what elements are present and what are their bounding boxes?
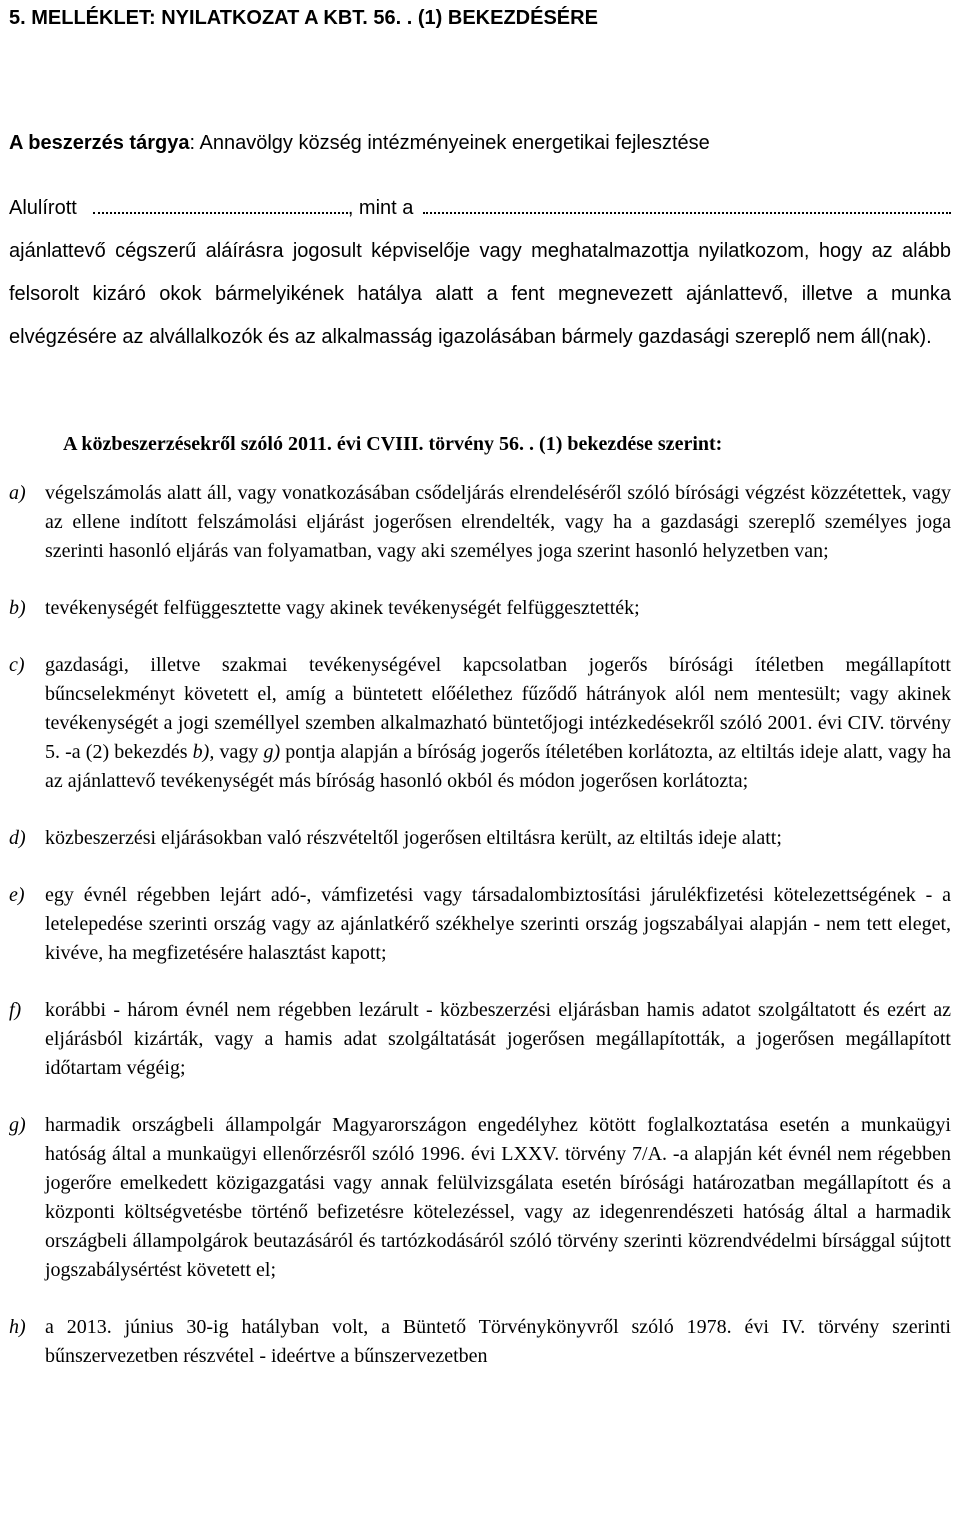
law-heading: A közbeszerzésekről szóló 2011. évi CVIII. törvény 56. . (1) bekezdése szerint: (63, 433, 723, 455)
item-text: egy évnél régebben lejárt adó-, vámfizetési vagy társadalombiztosítási járulékfizetési kötelezettségének - a letelepedése szerinti ország vagy az ajánlatkérő székhelye szerinti ország jogszabályai alapján - nem tett eleget, kivéve, ha megfizetésére halasztást kapott; (45, 884, 951, 964)
document-title: 5. MELLÉKLET: NYILATKOZAT A KBT. 56. . (1) BEKEZDÉSÉRE (9, 7, 598, 29)
item-text-italic: g) (263, 741, 281, 763)
list-item (9, 1111, 951, 1285)
item-text (45, 651, 951, 796)
list-item (9, 594, 951, 623)
declaration-body: ajánlattevő cégszerű aláírásra jogosult képviselője vagy meghatalmazottja nyilatkozom, hogy az alább felsorolt kizáró okok bármelyikének hatálya alatt a fent megnevezett ajánlattevő, illetve a munka elvégzésére az alvállalkozók és az alkalmasság igazolásában bármely gazdasági szereplő nem áll(nak). (9, 240, 951, 348)
item-letter: d) (9, 827, 26, 849)
signer-line (9, 187, 951, 230)
company-name-blank (423, 198, 951, 214)
item-letter: b) (9, 597, 26, 619)
item-text: korábbi - három évnél nem régebben lezárult - közbeszerzési eljárásban hamis adatot szolgáltatott és ezért az eljárásból kizárták, vagy a hamis adat szolgáltatását jogerősen megállapították, a jogerősen megállapított időtartam végéig; (45, 999, 951, 1079)
subject-colon: : (189, 132, 196, 154)
item-text: harmadik országbeli állampolgár Magyarországon engedélyhez kötött foglalkoztatása esetén a munkaügyi hatóság által a munkaügyi ellenőrzésről szóló 1996. évi LXXV. törvény 7/A. -a alapján két évnél nem régebben jogerőre emelkedett közigazgatási vagy annak felülvizsgálata esetén bírósági határozatban megállapított és a központi költségvetésbe történő befizetésre kötelezéssel, vagy az idegenrendészeti hatóság által a harmadik országbeli állampolgárok beutazásáról és tartózkodásáról szóló törvény szerinti közrendvédelmi bírsággal sújtott jogszabálysértést követett el; (45, 1114, 951, 1281)
item-letter: f) (9, 999, 22, 1021)
signer-name-blank (93, 198, 348, 214)
item-letter: h) (9, 1316, 26, 1338)
list-item (9, 651, 951, 796)
item-text: a 2013. június 30-ig hatályban volt, a Büntető Törvénykönyvről szóló 1978. évi IV. törvény szerinti bűnszervezetben részvétel - ideértve a bűnszervezetben (45, 1316, 951, 1367)
exclusion-grounds-list (9, 479, 951, 1371)
list-item (9, 479, 951, 566)
item-text-part: pontja alapján a bíróság jogerős ítéletében korlátozta, az eltiltás ideje alatt, vagy ha az ajánlattevő tevékenységét más bíróság hasonló okból és módon jogerősen korlátozta; (45, 741, 951, 792)
subject-label: A beszerzés tárgya (9, 132, 190, 154)
list-item (9, 996, 951, 1083)
item-text: végelszámolás alatt áll, vagy vonatkozásában csődeljárás elrendeléséről szóló bírósági végzést közzétettek, vagy az ellene indított felszámolási eljárást jogerősen elrendelték, vagy ha a gazdasági szereplő személyes joga szerinti hasonló eljárás van folyamatban, vagy aki személyes joga szerint hasonló helyzetben van; (45, 482, 951, 562)
item-letter: g) (9, 1114, 26, 1136)
item-text: tevékenységét felfüggesztette vagy akinek tevékenységét felfüggesztették; (45, 597, 640, 619)
list-item (9, 881, 951, 968)
procurement-subject (9, 129, 951, 158)
list-item (9, 824, 951, 853)
item-text-part: vagy (214, 741, 264, 763)
signer-mid-text: , mint a (347, 197, 414, 219)
declaration-paragraph (9, 187, 951, 359)
item-text-part: gazdasági, illetve szakmai tevékenységével kapcsolatban jogerős bírósági ítéletben megállapított bűncselekményt követett el, amíg a büntetett előélethez fűződő hátrányok alól nem mentesült; vagy akinek tevékenységét a jogi személlyel szemben alkalmazható büntetőjogi intézkedésekről szóló 2001. évi CIV. törvény 5. -a (2) bekezdés (45, 654, 951, 763)
item-letter: c) (9, 654, 25, 676)
subject-value: Annavölgy község intézményeinek energetikai fejlesztése (195, 132, 710, 154)
list-item (9, 1313, 951, 1371)
item-letter: e) (9, 884, 25, 906)
item-letter: a) (9, 482, 26, 504)
item-text-italic: b), (192, 741, 215, 763)
item-text: közbeszerzési eljárásokban való részvételtől jogerősen eltiltásra került, az eltiltás ideje alatt; (45, 827, 782, 849)
signer-prefix: Alulírott (9, 197, 77, 219)
